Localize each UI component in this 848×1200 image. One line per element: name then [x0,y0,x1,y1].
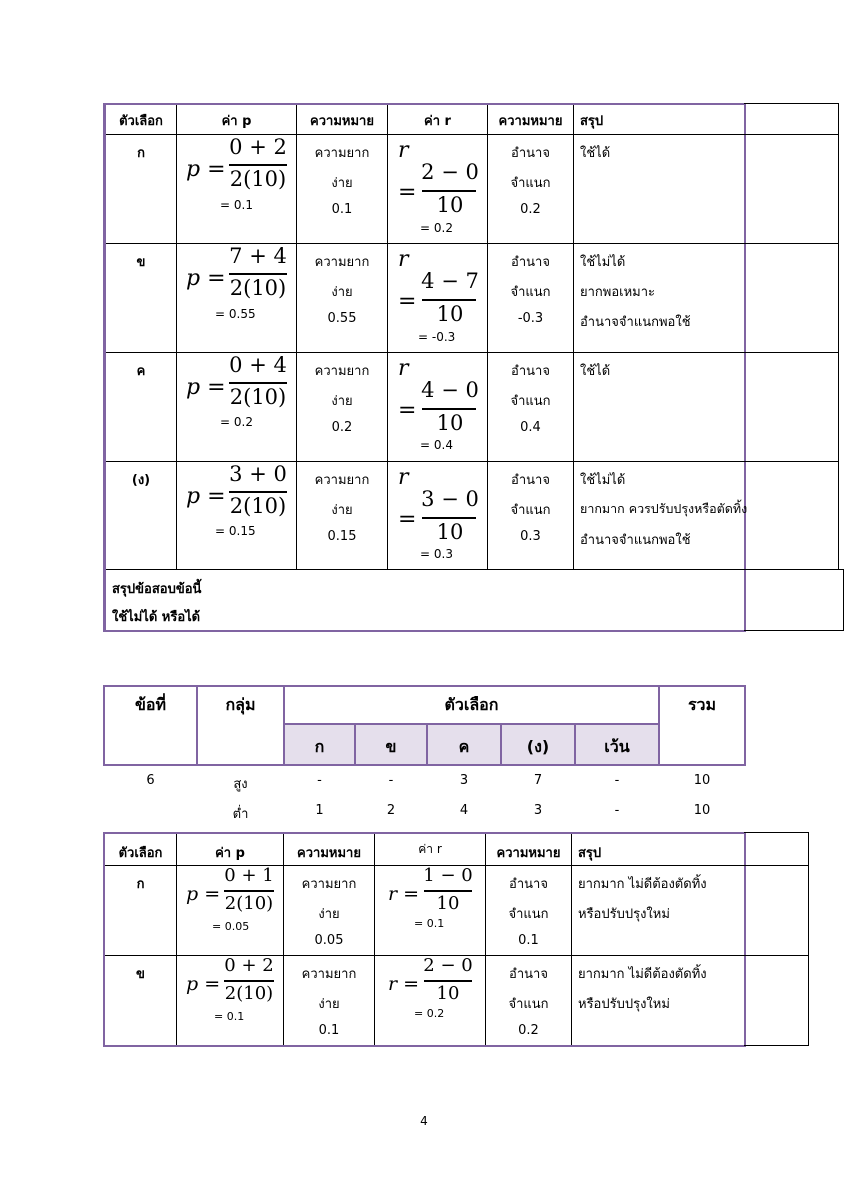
p-denominator: 2(10) [224,893,274,914]
p-numerator: 0 + 2 [224,955,274,976]
p-meaning-line3: 0.55 [327,311,357,326]
r-meaning-line1: อำนาจ [511,364,550,379]
p-meaning-line2: ง่าย [331,394,353,409]
p-symbol: p = [186,157,226,182]
r-symbol: r = [388,973,420,995]
p-meaning-line3: 0.1 [331,202,353,217]
header-summary: สรุป [578,846,602,861]
header-item-no: ข้อที่ [134,695,167,714]
r-meaning-line2: จำแนก [510,285,551,300]
count-cell: 3 [459,773,469,788]
p-meaning-line1: ความยาก [314,146,370,161]
p-meaning-line2: ง่าย [318,997,340,1012]
r-meaning-line2: จำแนก [508,907,549,922]
r-denominator: 10 [436,302,464,326]
p-denominator: 2(10) [229,494,287,518]
r-meaning-line1: อำนาจ [511,146,550,161]
conclusion-line1: สรุปข้อสอบข้อนี้ [112,582,202,597]
p-result: = 0.2 [220,415,253,429]
r-meaning-line3: 0.3 [520,529,541,544]
r-denominator: 10 [436,193,464,217]
r-equals: = [398,398,417,423]
p-meaning-line3: 0.2 [331,420,353,435]
count-cell: 2 [386,803,396,818]
p-meaning-line3: 0.1 [318,1023,340,1038]
r-numerator: 3 − 0 [421,487,479,511]
header-p-value: ค่า p [215,846,245,861]
choice-header: ก [314,737,325,756]
header-p-meaning: ความหมาย [297,846,361,861]
p-meaning-line2: ง่าย [331,503,353,518]
p-denominator: 2(10) [229,276,287,300]
summary-line2: หรือปรับปรุงใหม่ [578,907,670,922]
item-number: 6 [146,773,155,788]
p-symbol: p = [186,484,226,509]
r-symbol: r [398,247,409,272]
r-numerator: 1 − 0 [423,865,473,886]
table-1-right-border [744,103,746,632]
p-symbol: p = [186,266,226,291]
header-r-meaning: ความหมาย [498,114,563,129]
header-total: รวม [687,695,717,714]
summary-line3: อำนาจจำแนกพอใช้ [580,315,691,330]
r-meaning-line1: อำนาจ [509,967,548,982]
p-numerator: 0 + 4 [229,353,287,377]
r-meaning-line3: -0.3 [517,311,544,326]
count-cell: - [388,773,394,788]
p-denominator: 2(10) [229,385,287,409]
conclusion-line2: ใช้ไม่ได้ หรือได้ [112,610,201,625]
p-meaning-line1: ความยาก [301,967,357,982]
p-meaning-line2: ง่าย [318,907,340,922]
p-meaning-line2: ง่าย [331,176,353,191]
summary-line1: ยากมาก ไม่ดีต้องตัดทิ้ง [578,967,707,982]
p-meaning-line2: ง่าย [331,285,353,300]
r-meaning-line2: จำแนก [508,997,549,1012]
r-meaning-line1: อำนาจ [511,473,550,488]
summary-line1: ใช้ไม่ได้ [580,473,626,488]
r-meaning-line1: อำนาจ [509,877,548,892]
r-result: = 0.2 [414,1007,445,1020]
page-number: 4 [420,1114,428,1128]
r-result: = 0.3 [420,547,453,561]
header-r-meaning: ความหมาย [496,846,561,861]
p-denominator: 2(10) [229,167,287,191]
header-p-value: ค่า p [221,114,252,129]
summary-line1: ใช้ได้ [580,146,611,161]
r-result: = 0.2 [420,221,453,235]
p-numerator: 0 + 1 [224,865,274,886]
r-denominator: 10 [436,411,464,435]
header-p-meaning: ความหมาย [310,114,374,129]
choice-header: ค [458,737,470,756]
r-symbol: r [398,356,409,381]
count-cell: - [317,773,322,788]
header-group: กลุ่ม [225,695,256,714]
p-result: = 0.55 [215,307,256,321]
total-cell: 10 [693,803,711,818]
table-1-bottom-border [103,630,746,632]
header-option: ตัวเลือก [119,114,163,129]
r-symbol: r = [388,883,420,905]
p-meaning-line1: ความยาก [301,877,357,892]
header-summary: สรุป [580,114,604,129]
r-symbol: r [398,138,409,163]
r-meaning-line2: จำแนก [510,176,551,191]
header-r-value: ค่า r [418,842,442,856]
r-equals: = [398,180,417,205]
row-option: (ง) [131,473,151,488]
r-meaning-line1: อำนาจ [511,255,550,270]
summary-line2: หรือปรับปรุงใหม่ [578,997,670,1012]
count-cell: 1 [315,803,324,818]
p-result: = 0.1 [214,1010,245,1023]
r-denominator: 10 [436,983,460,1004]
row-option: ค [136,364,146,379]
summary-line2: ยากพอเหมาะ [580,285,656,300]
p-numerator: 0 + 2 [229,135,287,159]
table-1-top-border [103,103,746,105]
p-result: = 0.1 [220,198,253,212]
row-option: ก [136,877,145,892]
choice-header: เว้น [604,737,630,756]
choice-header: ข [385,737,397,756]
r-meaning-line3: 0.4 [520,420,541,435]
p-result: = 0.15 [215,524,256,538]
r-meaning-line3: 0.2 [520,202,541,217]
r-numerator: 4 − 0 [421,378,479,402]
r-result: = -0.3 [418,330,456,344]
r-symbol: r [398,465,409,490]
r-denominator: 10 [436,520,464,544]
summary-line1: ใช้ได้ [580,364,611,379]
choice-header: (ง) [526,737,550,756]
p-symbol: p = [186,973,221,995]
r-meaning-line2: จำแนก [510,503,551,518]
r-result: = 0.4 [420,438,453,452]
p-meaning-line1: ความยาก [314,473,370,488]
r-numerator: 4 − 7 [421,269,479,293]
summary-line1: ยากมาก ไม่ดีต้องตัดทิ้ง [578,877,707,892]
count-cell: 7 [533,773,543,788]
p-meaning-line3: 0.15 [327,529,357,544]
p-symbol: p = [186,375,226,400]
summary-line1: ใช้ไม่ได้ [580,255,626,270]
p-meaning-line1: ความยาก [314,364,370,379]
total-cell: 10 [693,773,711,788]
header-choices: ตัวเลือก [444,695,499,714]
summary-line2: ยากมาก ควรปรับปรุงหรือตัดทิ้ง [580,501,748,516]
p-denominator: 2(10) [224,983,274,1004]
count-cell: 3 [533,803,543,818]
r-numerator: 2 − 0 [421,160,479,184]
r-equals: = [398,289,417,314]
r-numerator: 2 − 0 [423,955,473,976]
group-label: สูง [233,777,248,792]
r-meaning-line3: 0.1 [518,933,539,948]
count-cell: - [614,803,620,818]
row-option: ข [136,255,146,270]
p-numerator: 7 + 4 [229,244,287,268]
r-result: = 0.1 [414,917,445,930]
p-meaning-line3: 0.05 [314,933,344,948]
count-cell: - [614,773,620,788]
row-option: ข [136,967,145,982]
count-cell: 4 [459,803,469,818]
p-meaning-line1: ความยาก [314,255,370,270]
header-r-value: ค่า r [424,114,451,129]
p-numerator: 3 + 0 [229,462,287,486]
p-result: = 0.05 [212,920,250,933]
r-equals: = [398,507,417,532]
r-denominator: 10 [436,893,460,914]
p-symbol: p = [186,883,221,905]
r-meaning-line3: 0.2 [518,1023,539,1038]
row-option: ก [137,146,145,161]
summary-line3: อำนาจจำแนกพอใช้ [580,533,691,548]
r-meaning-line2: จำแนก [510,394,551,409]
group-label: ต่ำ [232,807,249,822]
header-option: ตัวเลือก [118,846,163,861]
